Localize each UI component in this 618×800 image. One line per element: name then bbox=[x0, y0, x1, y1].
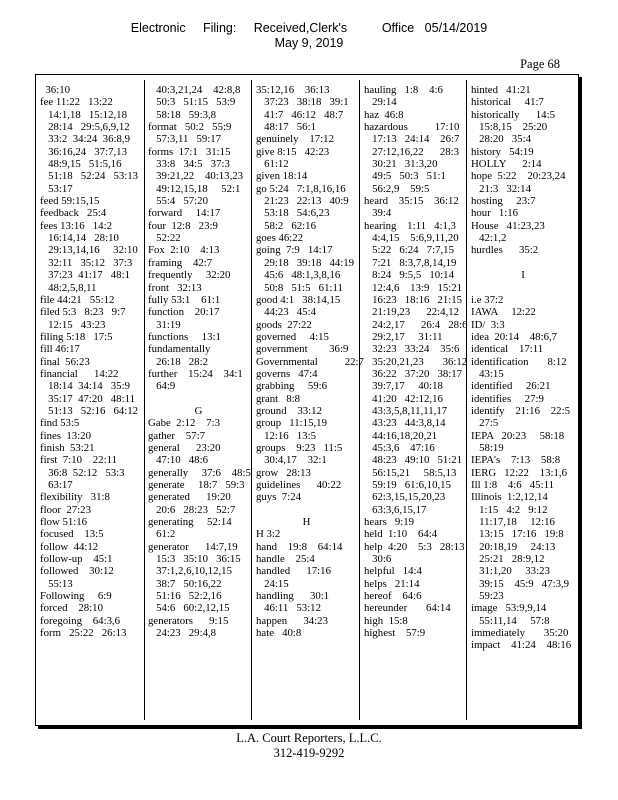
index-entry: identification 8:12 bbox=[471, 355, 567, 368]
index-entry: fully 53:1 61:1 bbox=[148, 293, 221, 306]
index-entry: 64:9 bbox=[148, 380, 176, 393]
index-entry: file 44:21 55:12 bbox=[40, 293, 115, 306]
index-entry: framing 42:7 bbox=[148, 256, 213, 269]
index-entry: hope 5:22 20:23,24 bbox=[471, 170, 566, 183]
index-entry: hazardous 17:10 bbox=[364, 121, 460, 134]
index-entry: further 15:24 34:1 bbox=[148, 367, 243, 380]
index-entry: hauling 1:8 4:6 bbox=[364, 84, 443, 96]
index-entry: 5:22 6:24 7:7,15 bbox=[364, 244, 454, 257]
index-entry: generators 9:15 bbox=[148, 614, 229, 627]
index-entry: 11:17,18 12:16 bbox=[471, 516, 555, 529]
index-entry: 45:3,6 47:16 bbox=[364, 441, 435, 454]
index-entry: front 32:13 bbox=[148, 281, 202, 294]
index-entry: history 54:19 bbox=[471, 145, 534, 158]
reporter-company: L.A. Court Reporters, L.L.C. bbox=[236, 731, 382, 745]
index-entry: 8:24 9:5,5 10:14 bbox=[364, 269, 454, 282]
index-entry: generate 18:7 59:3 bbox=[148, 479, 245, 491]
index-entry: haz 46:8 bbox=[364, 108, 404, 121]
index-column-5 bbox=[471, 84, 575, 716]
index-entry: followed 30:12 bbox=[40, 565, 114, 578]
index-entry: hereunder 64:14 bbox=[364, 602, 451, 615]
index-entry: 63:17 bbox=[40, 479, 73, 491]
index-entry: 36:8 52:12 53:3 bbox=[40, 466, 125, 479]
letter-heading: G bbox=[194, 404, 203, 417]
index-entry: 55:4 57:20 bbox=[148, 195, 208, 208]
index-entry: 39:7,17 40:18 bbox=[364, 380, 443, 393]
index-entry: 29:18 39:18 44:19 bbox=[256, 256, 355, 269]
index-entry: government 36:9 bbox=[256, 343, 349, 356]
index-entry: i.e 37:2 bbox=[471, 293, 504, 306]
index-entry: 61:2 bbox=[148, 528, 176, 541]
index-entry: 7:21 8:3,7,8,14,19 bbox=[364, 256, 457, 269]
index-entry: Ill 1:8 4:6 45:11 bbox=[471, 479, 554, 491]
index-entry: highest 57:9 bbox=[364, 627, 426, 640]
column-divider bbox=[144, 80, 145, 720]
index-entry: 12:15 43:23 bbox=[40, 318, 106, 331]
index-entry: 27:5 bbox=[471, 417, 499, 430]
index-entry: 35:12,16 36:13 bbox=[256, 84, 330, 96]
index-entry: forms 17:1 31:15 bbox=[148, 145, 231, 158]
index-entry: 48:2,5,8,11 bbox=[40, 281, 97, 294]
index-entry: 29:14 bbox=[364, 96, 397, 109]
index-entry: group 11:15,19 bbox=[256, 417, 327, 430]
index-entry: 37:23 38:18 39:1 bbox=[256, 96, 349, 109]
index-entry: finish 53:21 bbox=[40, 441, 95, 454]
index-entry: help 4:20 5:3 28:13 bbox=[364, 540, 465, 553]
index-entry: 37:23 41:17 48:1 bbox=[40, 269, 130, 282]
index-entry: 44:16,18,20,21 bbox=[364, 429, 438, 442]
index-entry: handling 30:1 bbox=[256, 590, 330, 603]
index-entry: generator 14:7,19 bbox=[148, 540, 238, 553]
index-entry: 27:12,16,22 28:3 bbox=[364, 145, 460, 158]
column-divider bbox=[466, 80, 467, 720]
index-entry: 63:3,6,15,17 bbox=[364, 503, 427, 516]
index-entry: 31:19 bbox=[148, 318, 181, 331]
index-entry: 32:11 35:12 37:3 bbox=[40, 256, 133, 269]
index-entry: 50:3 51:15 53:9 bbox=[148, 96, 236, 109]
index-entry: Governmental 22:7 bbox=[256, 355, 364, 368]
index-entry: form 25:22 26:13 bbox=[40, 627, 127, 640]
index-entry: 56:2,9 59:5 bbox=[364, 182, 430, 195]
index-entry: functions 13:1 bbox=[148, 330, 221, 343]
index-entry: IEPA's 7:13 58:8 bbox=[471, 454, 561, 467]
index-entry: identifies 27:9 bbox=[471, 392, 544, 405]
index-entry: first 7:10 22:11 bbox=[40, 454, 117, 467]
index-entry: Illinois 1:2,12,14 bbox=[471, 491, 548, 504]
index-entry: 31:1,20 33:23 bbox=[471, 565, 550, 578]
index-entry: Fox 2:10 4:13 bbox=[148, 244, 220, 257]
index-entry: give 8:15 42:23 bbox=[256, 145, 330, 158]
index-entry: goes 46:22 bbox=[256, 232, 304, 245]
index-entry: 41:7 46:12 48:7 bbox=[256, 108, 344, 121]
index-entry: held 1:10 64:4 bbox=[364, 528, 438, 541]
index-entry bbox=[148, 393, 249, 405]
index-column-3 bbox=[256, 84, 364, 716]
index-entry: 1:15 4:2 9:12 bbox=[471, 503, 548, 516]
index-entry: 38:7 50:16,22 bbox=[148, 577, 222, 590]
index-column-2 bbox=[148, 84, 249, 716]
index-entry: ground 33:12 bbox=[256, 404, 322, 417]
index-entry: ID/ 3:3 bbox=[471, 318, 505, 331]
index-entry: good 4:1 38:14,15 bbox=[256, 293, 341, 306]
index-entry: frequently 32:20 bbox=[148, 269, 231, 282]
index-entry: 46:11 53:12 bbox=[256, 602, 321, 615]
index-entry: generating 52:14 bbox=[148, 516, 232, 529]
index-entry: 26:18 28:2 bbox=[148, 355, 208, 368]
index-entry: hate 40:8 bbox=[256, 627, 302, 640]
index-entry: high 15:8 bbox=[364, 614, 408, 627]
index-entry: four 12:8 23:9 bbox=[148, 219, 218, 232]
index-entry: handled 17:16 bbox=[256, 565, 331, 578]
index-entry: Gabe 2:12 7:3 bbox=[148, 417, 220, 430]
index-entry: 13:15 17:16 19:8 bbox=[471, 528, 564, 541]
index-entry: forward 14:17 bbox=[148, 207, 221, 220]
index-entry: 55:11,14 57:8 bbox=[471, 614, 550, 627]
index-entry: helpful 14:4 bbox=[364, 565, 422, 578]
index-entry: going 7:9 14:17 bbox=[256, 244, 333, 257]
index-entry: IAWA 12:22 bbox=[471, 306, 536, 319]
index-entry: 28:20 35:4 bbox=[471, 133, 531, 146]
index-entry: fines 13:20 bbox=[40, 429, 91, 442]
index-entry: 51:16 52:2,16 bbox=[148, 590, 222, 603]
index-entry: feedback 25:4 bbox=[40, 207, 107, 220]
index-entry: immediately 35:20 bbox=[471, 627, 569, 640]
index-entry: 48:17 56:1 bbox=[256, 121, 316, 134]
index-entry: 30:21 31:3,20 bbox=[364, 158, 438, 171]
index-entry: 36:16,24 37:7,13 bbox=[40, 145, 127, 158]
index-entry: go 5:24 7:1,8,16,16 bbox=[256, 182, 346, 195]
index-entry: H 3:2 bbox=[256, 528, 281, 541]
index-entry: fee 11:22 13:22 bbox=[40, 96, 113, 109]
index-entry: final 56:23 bbox=[40, 355, 90, 368]
index-entry: 15:8,15 25:20 bbox=[471, 121, 548, 134]
index-entry: 58:18 59:3,8 bbox=[148, 108, 217, 121]
index-entry: 16:14,14 28:10 bbox=[40, 232, 119, 245]
index-entry: grow 28:13 bbox=[256, 466, 311, 479]
index-entry: grant 8:8 bbox=[256, 392, 301, 405]
index-entry: 29:2,17 31:11 bbox=[364, 330, 443, 343]
index-entry: 32:23 33:24 35:6 bbox=[364, 343, 460, 356]
index-entry: 59:23 bbox=[471, 590, 504, 603]
index-entry: 62:3,15,15,20,23 bbox=[364, 491, 446, 504]
index-entry: 52:22 bbox=[148, 232, 181, 245]
index-entry: hereof 64:6 bbox=[364, 590, 422, 603]
index-entry: Following 6:9 bbox=[40, 590, 112, 603]
index-entry: hearing 1:11 4:1,3 bbox=[364, 219, 456, 232]
index-entry: 39:4 bbox=[364, 207, 392, 220]
index-entry: 16:23 18:16 21:15 bbox=[364, 293, 463, 306]
index-entry: IEPA 20:23 58:18 bbox=[471, 429, 565, 442]
index-entry: 44:23 45:4 bbox=[256, 306, 316, 319]
index-entry: 37:1,2,6,10,12,15 bbox=[148, 565, 232, 578]
index-entry: idea 20:14 48:6,7 bbox=[471, 330, 558, 343]
index-entry: find 53:5 bbox=[40, 417, 80, 430]
index-entry: 21:3 32:14 bbox=[471, 182, 531, 195]
index-entry: 30:6 bbox=[364, 553, 392, 566]
index-entry: fees 13:16 14:2 bbox=[40, 219, 112, 232]
index-entry: 49:5 50:3 51:1 bbox=[364, 170, 446, 183]
index-entry: fill 46:17 bbox=[40, 343, 80, 356]
letter-heading: H bbox=[302, 516, 311, 529]
index-entry: 35:20,21,23 36:12 bbox=[364, 355, 468, 368]
index-entry: identify 21:16 22:5 bbox=[471, 404, 570, 417]
index-entry: 57:3,11 59:17 bbox=[148, 133, 222, 146]
index-entry: governed 4:15 bbox=[256, 330, 329, 343]
index-entry: helps 21:14 bbox=[364, 577, 420, 590]
index-entry: 17:13 24:14 26:7 bbox=[364, 133, 460, 146]
index-entry: 58:2 62:16 bbox=[256, 219, 316, 232]
index-entry: 49:12,15,18 52:1 bbox=[148, 182, 241, 195]
index-entry: 24:2,17 26:4 28:6 bbox=[364, 318, 468, 331]
index-entry: 40:3,21,24 42:8,8 bbox=[148, 84, 241, 96]
index-entry: 36:22 37:20 38:17 bbox=[364, 367, 463, 380]
index-entry: 28:14 29:5,6,9,12 bbox=[40, 121, 130, 134]
index-entry: hosting 23:7 bbox=[471, 195, 536, 208]
index-entry: happen 34:23 bbox=[256, 614, 328, 627]
index-entry: 12:4,6 13:9 15:21 bbox=[364, 281, 463, 294]
index-entry: 59:19 61:6,10,15 bbox=[364, 479, 451, 491]
index-entry: 12:16 13:5 bbox=[256, 429, 316, 442]
index-entry: HOLLY 2:14 bbox=[471, 158, 542, 171]
index-entry: follow 44:12 bbox=[40, 540, 99, 553]
index-entry: identical 17:11 bbox=[471, 343, 544, 356]
index-entry bbox=[471, 257, 575, 269]
index-entry: heard 35:15 36:12 bbox=[364, 195, 459, 208]
index-entry: feed 59:15,15 bbox=[40, 195, 100, 208]
index-entry: 18:14 34:14 35:9 bbox=[40, 380, 130, 393]
index-entry: 42:1,2 bbox=[471, 232, 507, 245]
index-entry: 41:20 42:12,16 bbox=[364, 392, 443, 405]
index-entry: 55:13 bbox=[40, 577, 73, 590]
index-entry: generally 37:6 48:5 bbox=[148, 466, 251, 479]
index-entry: 61:12 bbox=[256, 158, 289, 171]
index-entry: IERG 12:22 13:1,6 bbox=[471, 466, 567, 479]
index-entry: 48:23 49:10 51:21 bbox=[364, 454, 463, 467]
index-entry: 50:8 51:5 61:11 bbox=[256, 281, 343, 294]
index-entry: hinted 41:21 bbox=[471, 84, 531, 96]
index-entry: gather 57:7 bbox=[148, 429, 205, 442]
index-column-1 bbox=[40, 84, 142, 716]
index-entry: financial 14:22 bbox=[40, 367, 119, 380]
index-entry: goods 27:22 bbox=[256, 318, 312, 331]
index-entry: historically 14:5 bbox=[471, 108, 555, 121]
index-entry: 39:21,22 40:13,23 bbox=[148, 170, 244, 183]
index-column-4 bbox=[364, 84, 468, 716]
index-entry: 24:23 29:4,8 bbox=[148, 627, 217, 640]
index-entry: 43:3,5,8,11,11,17 bbox=[364, 404, 448, 417]
index-entry: generated 19:20 bbox=[148, 491, 231, 504]
index-entry bbox=[471, 282, 575, 294]
column-divider bbox=[251, 80, 252, 720]
index-entry: 51:13 52:16 64:12 bbox=[40, 404, 139, 417]
index-entry: 20:18,19 24:13 bbox=[471, 540, 556, 553]
page-number: Page 68 bbox=[520, 57, 560, 71]
index-entry: 25:21 28:9,12 bbox=[471, 553, 545, 566]
index-entry: floor 27:23 bbox=[40, 503, 91, 516]
index-entry: identified 26:21 bbox=[471, 380, 551, 393]
index-entry: historical 41:7 bbox=[471, 96, 544, 109]
index-entry: 47:10 48:6 bbox=[148, 454, 208, 467]
index-entry: flexibility 31:8 bbox=[40, 491, 110, 504]
index-entry: handle 25:4 bbox=[256, 553, 315, 566]
index-entry: 53:18 54:6,23 bbox=[256, 207, 330, 220]
index-entry: 58:19 bbox=[471, 441, 504, 454]
index-entry: 39:15 45:9 47:3,9 bbox=[471, 577, 570, 590]
index-entry: guys 7:24 bbox=[256, 491, 301, 504]
index-entry: 36:10 bbox=[40, 84, 70, 96]
index-entry: 51:18 52:24 53:13 bbox=[40, 170, 139, 183]
index-entry: 14:1,18 15:12,18 bbox=[40, 108, 127, 121]
index-entry: follow-up 45:1 bbox=[40, 553, 113, 566]
index-entry: governs 47:4 bbox=[256, 367, 318, 380]
index-entry: grabbing 59:6 bbox=[256, 380, 328, 393]
index-entry: genuinely 17:12 bbox=[256, 133, 334, 146]
index-entry: 21:19,23 22:4,12 bbox=[364, 306, 460, 319]
index-entry: forced 28:10 bbox=[40, 602, 103, 615]
index-entry bbox=[256, 504, 357, 516]
index-entry: 30:4,17 32:1 bbox=[256, 454, 327, 467]
index-entry: 56:15,21 58:5,13 bbox=[364, 466, 457, 479]
index-entry: hand 19:8 64:14 bbox=[256, 540, 343, 553]
index-entry: 48:9,15 51:5,16 bbox=[40, 158, 122, 171]
index-entry: groups 9:23 11:5 bbox=[256, 441, 343, 454]
index-entry: image 53:9,9,14 bbox=[471, 602, 547, 615]
index-entry: hour 1:16 bbox=[471, 207, 519, 220]
index-entry: hears 9:19 bbox=[364, 516, 415, 529]
index-entry: guidelines 40:22 bbox=[256, 479, 342, 491]
index-entry: 43:15 bbox=[471, 367, 504, 380]
hearing-date: May 9, 2019 bbox=[274, 36, 344, 50]
index-entry: 35:17 47:20 48:11 bbox=[40, 392, 135, 405]
index-entry: 53:17 bbox=[40, 182, 73, 195]
index-entry: flow 51:16 bbox=[40, 516, 88, 529]
reporter-phone: 312-419-9292 bbox=[273, 746, 345, 760]
index-entry: filed 5:3 8:23 9:7 bbox=[40, 306, 126, 319]
index-entry: 24:15 bbox=[256, 577, 289, 590]
index-entry: fundamentally bbox=[148, 343, 211, 356]
index-entry: 45:6 48:1,3,8,16 bbox=[256, 269, 341, 282]
index-entry: 15:3 35:10 36:15 bbox=[148, 553, 241, 566]
index-entry: 29:13,14,16 32:10 bbox=[40, 244, 138, 257]
index-entry: 43:23 44:3,8,14 bbox=[364, 417, 446, 430]
index-entry: 33:8 34:5 37:3 bbox=[148, 158, 230, 171]
index-entry: hurdles 35:2 bbox=[471, 244, 539, 257]
index-entry: filing 5:18 17:5 bbox=[40, 330, 113, 343]
index-entry: format 50:2 55:9 bbox=[148, 121, 232, 134]
filing-stamp: Electronic Filing: Received,Clerk's Office 05/14/2019 bbox=[130, 21, 488, 35]
index-entry: foregoing 64:3,6 bbox=[40, 614, 121, 627]
index-entry: given 18:14 bbox=[256, 170, 308, 183]
index-entry: general 23:20 bbox=[148, 441, 221, 454]
index-entry: focused 13:5 bbox=[40, 528, 104, 541]
index-entry: 4:4,15 5:6,9,11,20 bbox=[364, 232, 459, 245]
index-entry: 21:23 22:13 40:9 bbox=[256, 195, 349, 208]
index-entry: impact 41:24 48:16 bbox=[471, 639, 572, 652]
letter-heading: I bbox=[521, 269, 525, 282]
index-entry: 54:6 60:2,12,15 bbox=[148, 602, 230, 615]
index-entry: function 20:17 bbox=[148, 306, 220, 319]
column-divider bbox=[359, 80, 360, 720]
index-entry: 33:2 34:24 36:8,9 bbox=[40, 133, 130, 146]
index-entry: House 41:23,23 bbox=[471, 219, 545, 232]
index-entry: 20:6 28:23 52:7 bbox=[148, 503, 236, 516]
